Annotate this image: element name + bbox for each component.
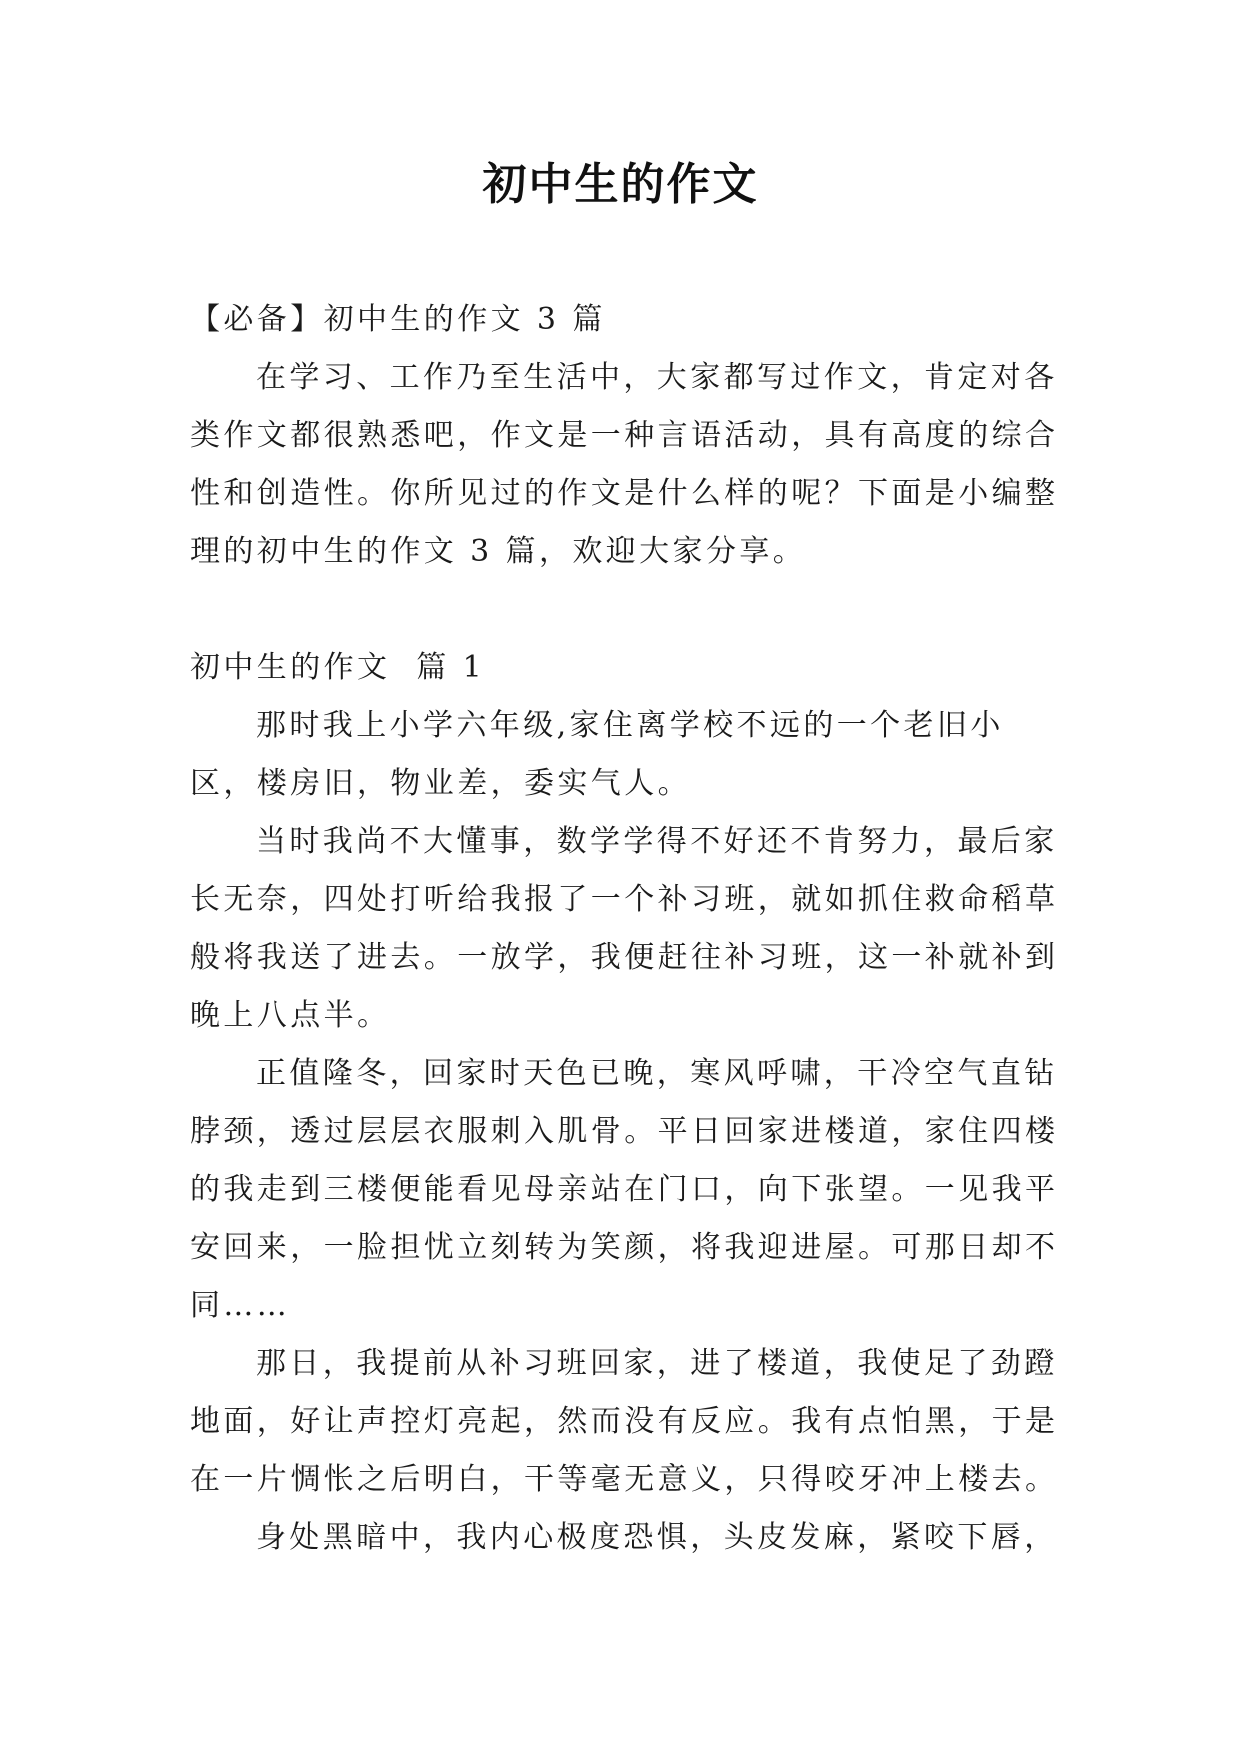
body-paragraph: 当时我尚不大懂事，数学学得不好还不肯努力，最后家长无奈，四处打听给我报了一个补习班，就如抓住救命稻草般将我送了进去。一放学，我便赶往补习班，这一补就补到晚上八点半。	[190, 824, 1059, 1033]
body-paragraph: 那时我上小学六年级,家住离学校不远的一个老旧小区，楼房旧，物业差，委实气人。	[190, 708, 1004, 801]
intro-paragraph: 在学习、工作乃至生活中，大家都写过作文，肯定对各类作文都很熟悉吧，作文是一种言语活动，具有高度的综合性和创造性。你所见过的作文是什么样的呢？下面是小编整理的初中生的作文 3 篇，欢迎大家分享。	[190, 360, 1059, 569]
section-title: 初中生的作文 篇 1	[190, 650, 486, 685]
body-paragraph: 那日，我提前从补习班回家，进了楼道，我使足了劲蹬地面，好让声控灯亮起，然而没有反应。我有点怕黑，于是在一片惆怅之后明白，干等毫无意义，只得咬牙冲上楼去。	[190, 1346, 1059, 1497]
document-body	[190, 291, 1060, 1567]
body-paragraph: 身处黑暗中，我内心极度恐惧，头皮发麻，紧咬下唇，	[256, 1520, 1058, 1555]
section-spacer	[190, 581, 1060, 639]
document-title: 初中生的作文	[482, 159, 759, 210]
body-paragraph: 正值隆冬，回家时天色已晚，寒风呼啸，干冷空气直钻脖颈，透过层层衣服刺入肌骨。平日回家进楼道，家住四楼的我走到三楼便能看见母亲站在门口，向下张望。一见我平安回来，一脸担忧立刻转为笑颜，将我迎进屋。可那日却不同……	[190, 1056, 1059, 1323]
document-heading: 【必备】初中生的作文 3 篇	[190, 302, 606, 337]
